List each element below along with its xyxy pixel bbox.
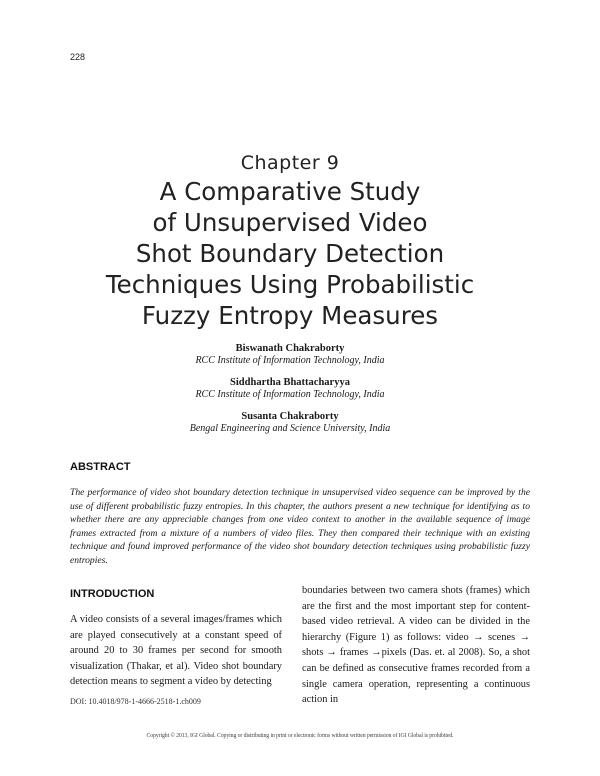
- chapter-label: Chapter 9: [240, 152, 340, 174]
- copyright-notice: Copyright © 2013, IGI Global. Copying or distributing in print or electronic forms without written permission of IGI Global is prohibited.: [146, 733, 454, 739]
- author-affiliation: RCC Institute of Information Technology, India: [195, 355, 385, 366]
- page-number: 228: [70, 52, 86, 62]
- author-affiliation: Bengal Engineering and Science University, India: [189, 423, 391, 434]
- abstract-text: The performance of video shot boundary detection technique in unsupervised video sequence can be improved by the use of different probabilistic fuzzy entropies. In this chapter, the authors present a new technique for identifying as to whether there are any appreciable changes from one video context to another in the available sequence of image frames extracted from a mixture of a numbers of video files. They then compared their technique with an existing technique and found improved performance of the video shot boundary detection techniques using probabilistic fuzzy entropies.: [70, 487, 530, 566]
- author-name: Biswanath Chakraborty: [235, 343, 345, 354]
- author-name: Siddhartha Bhattacharyya: [230, 377, 350, 388]
- title-line: Techniques Using Probabilistic: [105, 270, 475, 299]
- title-line: Fuzzy Entropy Measures: [141, 301, 439, 330]
- author-name: Susanta Chakraborty: [241, 411, 339, 422]
- chapter-title: [40, 176, 540, 331]
- title-line: A Comparative Study: [159, 177, 421, 206]
- author-block: [90, 410, 490, 435]
- doi: DOI: 10.4018/978-1-4666-2518-1.ch009: [70, 697, 201, 706]
- author-block: [90, 376, 490, 401]
- intro-left-column: A video consists of a several images/frames which are played consecutively at a constant speed of around 20 to 30 frames per second for smooth visualization (Thakar, et al). Video shot boundary detection means to segment a video by detecting: [70, 614, 282, 688]
- title-line: of Unsupervised Video: [152, 208, 428, 237]
- introduction-heading: INTRODUCTION: [70, 588, 155, 600]
- author-affiliation: RCC Institute of Information Technology, India: [195, 389, 385, 400]
- intro-right-column: boundaries between two camera shots (frames) which are the first and the most important step for content-based video retrieval. A video can be divided in the hierarchy (Figure 1) as follows: video → scenes → shots → frames →pixels (Das. et. al 2008). So, a shot can be defined as consecutive frames recorded from a single camera operation, representing a continuous action in: [302, 585, 530, 706]
- title-line: Shot Boundary Detection: [135, 239, 445, 268]
- author-block: [90, 342, 490, 367]
- abstract-heading: ABSTRACT: [70, 461, 131, 473]
